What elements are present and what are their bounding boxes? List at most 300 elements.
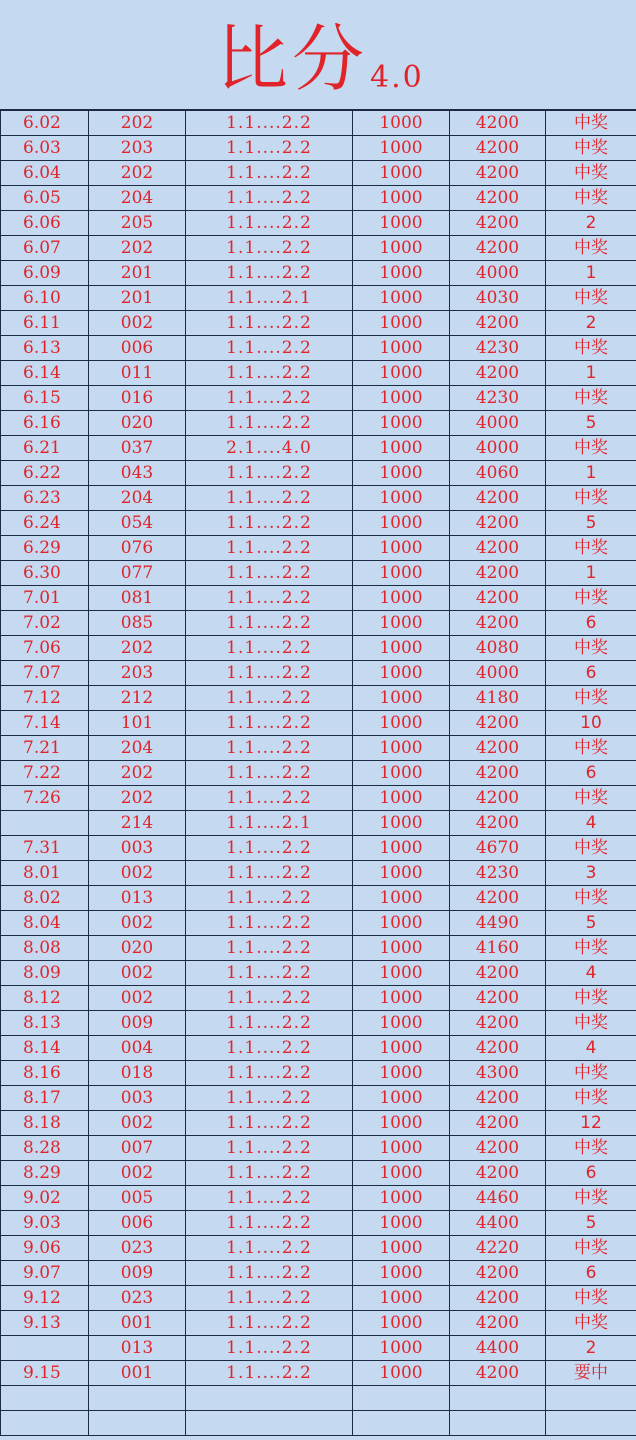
date-cell[interactable]: 8.09 xyxy=(1,961,89,986)
return-cell[interactable]: 4200 xyxy=(450,1161,546,1186)
match-code-cell[interactable]: 204 xyxy=(89,486,186,511)
stake-cell[interactable]: 1000 xyxy=(353,411,450,436)
score-range-cell[interactable]: 1.1....2.2 xyxy=(186,961,353,986)
date-cell[interactable]: 6.24 xyxy=(1,511,89,536)
date-cell[interactable] xyxy=(1,1386,89,1411)
score-range-cell[interactable]: 1.1....2.2 xyxy=(186,261,353,286)
result-cell[interactable]: 中奖 xyxy=(546,586,636,611)
score-range-cell[interactable]: 1.1....2.2 xyxy=(186,1186,353,1211)
date-cell[interactable]: 7.06 xyxy=(1,636,89,661)
stake-cell[interactable]: 1000 xyxy=(353,861,450,886)
return-cell[interactable]: 4200 xyxy=(450,611,546,636)
result-cell[interactable]: 中奖 xyxy=(546,486,636,511)
match-code-cell[interactable]: 020 xyxy=(89,936,186,961)
result-cell[interactable]: 6 xyxy=(546,761,636,786)
score-range-cell[interactable]: 1.1....2.2 xyxy=(186,611,353,636)
score-range-cell[interactable]: 1.1....2.2 xyxy=(186,661,353,686)
result-cell[interactable]: 中奖 xyxy=(546,186,636,211)
result-cell[interactable]: 6 xyxy=(546,1161,636,1186)
return-cell[interactable]: 4200 xyxy=(450,811,546,836)
date-cell[interactable] xyxy=(1,1411,89,1436)
stake-cell[interactable]: 1000 xyxy=(353,1261,450,1286)
score-range-cell[interactable] xyxy=(186,1386,353,1411)
date-cell[interactable]: 6.07 xyxy=(1,236,89,261)
stake-cell[interactable]: 1000 xyxy=(353,161,450,186)
match-code-cell[interactable]: 203 xyxy=(89,136,186,161)
date-cell[interactable]: 6.15 xyxy=(1,386,89,411)
result-cell[interactable]: 中奖 xyxy=(546,786,636,811)
date-cell[interactable]: 8.08 xyxy=(1,936,89,961)
stake-cell[interactable]: 1000 xyxy=(353,186,450,211)
date-cell[interactable]: 6.29 xyxy=(1,536,89,561)
score-range-cell[interactable]: 1.1....2.2 xyxy=(186,836,353,861)
result-cell[interactable] xyxy=(546,1411,636,1436)
score-range-cell[interactable]: 1.1....2.2 xyxy=(186,211,353,236)
date-cell[interactable]: 7.22 xyxy=(1,761,89,786)
match-code-cell[interactable]: 202 xyxy=(89,111,186,136)
score-range-cell[interactable]: 1.1....2.2 xyxy=(186,136,353,161)
result-cell[interactable]: 1 xyxy=(546,361,636,386)
date-cell[interactable]: 6.05 xyxy=(1,186,89,211)
stake-cell[interactable]: 1000 xyxy=(353,1236,450,1261)
date-cell[interactable]: 7.02 xyxy=(1,611,89,636)
date-cell[interactable]: 6.02 xyxy=(1,111,89,136)
score-range-cell[interactable]: 1.1....2.2 xyxy=(186,336,353,361)
score-range-cell[interactable]: 1.1....2.2 xyxy=(186,1161,353,1186)
match-code-cell[interactable]: 201 xyxy=(89,261,186,286)
return-cell[interactable]: 4200 xyxy=(450,561,546,586)
score-range-cell[interactable]: 1.1....2.2 xyxy=(186,1061,353,1086)
score-range-cell[interactable]: 1.1....2.2 xyxy=(186,786,353,811)
match-code-cell[interactable]: 011 xyxy=(89,361,186,386)
result-cell[interactable]: 中奖 xyxy=(546,886,636,911)
match-code-cell[interactable]: 002 xyxy=(89,1161,186,1186)
stake-cell[interactable]: 1000 xyxy=(353,936,450,961)
return-cell[interactable]: 4200 xyxy=(450,886,546,911)
match-code-cell[interactable]: 009 xyxy=(89,1261,186,1286)
date-cell[interactable]: 6.23 xyxy=(1,486,89,511)
result-cell[interactable]: 中奖 xyxy=(546,1186,636,1211)
result-cell[interactable]: 中奖 xyxy=(546,436,636,461)
result-cell[interactable]: 中奖 xyxy=(546,136,636,161)
match-code-cell[interactable]: 202 xyxy=(89,786,186,811)
stake-cell[interactable]: 1000 xyxy=(353,686,450,711)
result-cell[interactable]: 4 xyxy=(546,811,636,836)
return-cell[interactable]: 4200 xyxy=(450,761,546,786)
result-cell[interactable]: 中奖 xyxy=(546,236,636,261)
result-cell[interactable]: 要中 xyxy=(546,1361,636,1386)
return-cell[interactable]: 4230 xyxy=(450,336,546,361)
stake-cell[interactable]: 1000 xyxy=(353,311,450,336)
result-cell[interactable]: 中奖 xyxy=(546,161,636,186)
result-cell[interactable]: 5 xyxy=(546,411,636,436)
match-code-cell[interactable]: 205 xyxy=(89,211,186,236)
result-cell[interactable]: 中奖 xyxy=(546,736,636,761)
stake-cell[interactable]: 1000 xyxy=(353,261,450,286)
date-cell[interactable]: 8.02 xyxy=(1,886,89,911)
stake-cell[interactable]: 1000 xyxy=(353,1361,450,1386)
return-cell[interactable]: 4230 xyxy=(450,861,546,886)
stake-cell[interactable]: 1000 xyxy=(353,111,450,136)
stake-cell[interactable]: 1000 xyxy=(353,286,450,311)
return-cell[interactable]: 4200 xyxy=(450,536,546,561)
date-cell[interactable]: 8.29 xyxy=(1,1161,89,1186)
date-cell[interactable]: 7.26 xyxy=(1,786,89,811)
stake-cell[interactable]: 1000 xyxy=(353,961,450,986)
match-code-cell[interactable]: 009 xyxy=(89,1011,186,1036)
return-cell[interactable]: 4080 xyxy=(450,636,546,661)
date-cell[interactable]: 8.17 xyxy=(1,1086,89,1111)
date-cell[interactable]: 6.16 xyxy=(1,411,89,436)
match-code-cell[interactable]: 037 xyxy=(89,436,186,461)
stake-cell[interactable]: 1000 xyxy=(353,386,450,411)
return-cell[interactable]: 4200 xyxy=(450,186,546,211)
return-cell[interactable] xyxy=(450,1411,546,1436)
match-code-cell[interactable]: 077 xyxy=(89,561,186,586)
date-cell[interactable]: 8.13 xyxy=(1,1011,89,1036)
score-range-cell[interactable]: 1.1....2.2 xyxy=(186,911,353,936)
score-range-cell[interactable]: 1.1....2.2 xyxy=(186,361,353,386)
stake-cell[interactable]: 1000 xyxy=(353,711,450,736)
result-cell[interactable]: 中奖 xyxy=(546,836,636,861)
score-range-cell[interactable]: 1.1....2.2 xyxy=(186,161,353,186)
return-cell[interactable]: 4200 xyxy=(450,511,546,536)
result-cell[interactable]: 1 xyxy=(546,561,636,586)
return-cell[interactable]: 4180 xyxy=(450,686,546,711)
score-range-cell[interactable]: 1.1....2.2 xyxy=(186,986,353,1011)
score-range-cell[interactable]: 1.1....2.2 xyxy=(186,761,353,786)
return-cell[interactable]: 4160 xyxy=(450,936,546,961)
stake-cell[interactable]: 1000 xyxy=(353,436,450,461)
score-range-cell[interactable] xyxy=(186,1411,353,1436)
score-range-cell[interactable]: 1.1....2.2 xyxy=(186,636,353,661)
stake-cell[interactable]: 1000 xyxy=(353,661,450,686)
return-cell[interactable]: 4060 xyxy=(450,461,546,486)
stake-cell[interactable]: 1000 xyxy=(353,511,450,536)
match-code-cell[interactable]: 007 xyxy=(89,1136,186,1161)
stake-cell[interactable]: 1000 xyxy=(353,136,450,161)
result-cell[interactable]: 6 xyxy=(546,611,636,636)
match-code-cell[interactable] xyxy=(89,1411,186,1436)
stake-cell[interactable]: 1000 xyxy=(353,1311,450,1336)
match-code-cell[interactable]: 003 xyxy=(89,1086,186,1111)
return-cell[interactable]: 4200 xyxy=(450,736,546,761)
return-cell[interactable]: 4200 xyxy=(450,311,546,336)
return-cell[interactable]: 4200 xyxy=(450,1036,546,1061)
match-code-cell[interactable]: 006 xyxy=(89,1211,186,1236)
match-code-cell[interactable]: 202 xyxy=(89,161,186,186)
date-cell[interactable]: 8.18 xyxy=(1,1111,89,1136)
result-cell[interactable]: 6 xyxy=(546,1261,636,1286)
return-cell[interactable]: 4200 xyxy=(450,711,546,736)
score-range-cell[interactable]: 1.1....2.2 xyxy=(186,111,353,136)
stake-cell[interactable]: 1000 xyxy=(353,1061,450,1086)
stake-cell[interactable]: 1000 xyxy=(353,486,450,511)
return-cell[interactable]: 4200 xyxy=(450,111,546,136)
result-cell[interactable]: 中奖 xyxy=(546,1086,636,1111)
stake-cell[interactable]: 1000 xyxy=(353,836,450,861)
return-cell[interactable]: 4200 xyxy=(450,961,546,986)
stake-cell[interactable]: 1000 xyxy=(353,736,450,761)
return-cell[interactable]: 4200 xyxy=(450,136,546,161)
result-cell[interactable]: 中奖 xyxy=(546,386,636,411)
match-code-cell[interactable]: 004 xyxy=(89,1036,186,1061)
score-range-cell[interactable]: 1.1....2.2 xyxy=(186,236,353,261)
score-range-cell[interactable]: 1.1....2.1 xyxy=(186,811,353,836)
stake-cell[interactable] xyxy=(353,1411,450,1436)
result-cell[interactable]: 1 xyxy=(546,461,636,486)
match-code-cell[interactable]: 002 xyxy=(89,1111,186,1136)
date-cell[interactable]: 9.02 xyxy=(1,1186,89,1211)
return-cell[interactable]: 4200 xyxy=(450,486,546,511)
date-cell[interactable]: 6.09 xyxy=(1,261,89,286)
return-cell[interactable]: 4460 xyxy=(450,1186,546,1211)
score-range-cell[interactable]: 1.1....2.2 xyxy=(186,1286,353,1311)
score-range-cell[interactable]: 1.1....2.1 xyxy=(186,286,353,311)
date-cell[interactable]: 8.16 xyxy=(1,1061,89,1086)
match-code-cell[interactable]: 204 xyxy=(89,736,186,761)
date-cell[interactable]: 7.31 xyxy=(1,836,89,861)
match-code-cell[interactable]: 001 xyxy=(89,1361,186,1386)
stake-cell[interactable]: 1000 xyxy=(353,561,450,586)
result-cell[interactable]: 中奖 xyxy=(546,936,636,961)
result-cell[interactable]: 2 xyxy=(546,311,636,336)
score-range-cell[interactable]: 1.1....2.2 xyxy=(186,1261,353,1286)
match-code-cell[interactable]: 203 xyxy=(89,661,186,686)
match-code-cell[interactable]: 023 xyxy=(89,1286,186,1311)
date-cell[interactable]: 9.12 xyxy=(1,1286,89,1311)
match-code-cell[interactable]: 043 xyxy=(89,461,186,486)
score-range-cell[interactable]: 1.1....2.2 xyxy=(186,711,353,736)
score-range-cell[interactable]: 1.1....2.2 xyxy=(186,1111,353,1136)
return-cell[interactable]: 4200 xyxy=(450,236,546,261)
score-range-cell[interactable]: 1.1....2.2 xyxy=(186,411,353,436)
result-cell[interactable]: 4 xyxy=(546,961,636,986)
result-cell[interactable]: 中奖 xyxy=(546,1136,636,1161)
return-cell[interactable]: 4200 xyxy=(450,1261,546,1286)
result-cell[interactable]: 中奖 xyxy=(546,336,636,361)
return-cell[interactable]: 4000 xyxy=(450,436,546,461)
result-cell[interactable]: 6 xyxy=(546,661,636,686)
result-cell[interactable]: 2 xyxy=(546,1336,636,1361)
score-range-cell[interactable]: 1.1....2.2 xyxy=(186,1211,353,1236)
stake-cell[interactable]: 1000 xyxy=(353,1111,450,1136)
date-cell[interactable]: 9.07 xyxy=(1,1261,89,1286)
stake-cell[interactable]: 1000 xyxy=(353,761,450,786)
match-code-cell[interactable]: 001 xyxy=(89,1311,186,1336)
date-cell[interactable] xyxy=(1,811,89,836)
match-code-cell[interactable]: 006 xyxy=(89,336,186,361)
match-code-cell[interactable]: 005 xyxy=(89,1186,186,1211)
return-cell[interactable]: 4200 xyxy=(450,1086,546,1111)
date-cell[interactable]: 9.06 xyxy=(1,1236,89,1261)
match-code-cell[interactable]: 023 xyxy=(89,1236,186,1261)
result-cell[interactable]: 中奖 xyxy=(546,1061,636,1086)
match-code-cell[interactable]: 085 xyxy=(89,611,186,636)
match-code-cell[interactable]: 002 xyxy=(89,961,186,986)
date-cell[interactable]: 7.21 xyxy=(1,736,89,761)
return-cell[interactable]: 4200 xyxy=(450,161,546,186)
score-range-cell[interactable]: 1.1....2.2 xyxy=(186,386,353,411)
result-cell[interactable] xyxy=(546,1386,636,1411)
date-cell[interactable]: 9.15 xyxy=(1,1361,89,1386)
stake-cell[interactable]: 1000 xyxy=(353,611,450,636)
return-cell[interactable]: 4200 xyxy=(450,786,546,811)
return-cell[interactable]: 4200 xyxy=(450,1011,546,1036)
stake-cell[interactable]: 1000 xyxy=(353,586,450,611)
result-cell[interactable]: 5 xyxy=(546,511,636,536)
score-range-cell[interactable]: 1.1....2.2 xyxy=(186,936,353,961)
result-cell[interactable]: 10 xyxy=(546,711,636,736)
stake-cell[interactable]: 1000 xyxy=(353,461,450,486)
score-range-cell[interactable]: 1.1....2.2 xyxy=(186,1011,353,1036)
return-cell[interactable]: 4300 xyxy=(450,1061,546,1086)
match-code-cell[interactable]: 002 xyxy=(89,986,186,1011)
stake-cell[interactable]: 1000 xyxy=(353,361,450,386)
stake-cell[interactable]: 1000 xyxy=(353,1011,450,1036)
stake-cell[interactable]: 1000 xyxy=(353,911,450,936)
match-code-cell[interactable]: 081 xyxy=(89,586,186,611)
date-cell[interactable]: 8.04 xyxy=(1,911,89,936)
date-cell[interactable]: 6.06 xyxy=(1,211,89,236)
result-cell[interactable]: 中奖 xyxy=(546,286,636,311)
score-range-cell[interactable]: 2.1....4.0 xyxy=(186,436,353,461)
return-cell[interactable]: 4490 xyxy=(450,911,546,936)
score-range-cell[interactable]: 1.1....2.2 xyxy=(186,1136,353,1161)
match-code-cell[interactable]: 201 xyxy=(89,286,186,311)
return-cell[interactable]: 4400 xyxy=(450,1336,546,1361)
match-code-cell[interactable]: 020 xyxy=(89,411,186,436)
date-cell[interactable]: 8.01 xyxy=(1,861,89,886)
match-code-cell[interactable]: 013 xyxy=(89,1336,186,1361)
stake-cell[interactable]: 1000 xyxy=(353,986,450,1011)
match-code-cell[interactable]: 214 xyxy=(89,811,186,836)
date-cell[interactable]: 6.10 xyxy=(1,286,89,311)
match-code-cell[interactable]: 076 xyxy=(89,536,186,561)
return-cell[interactable]: 4000 xyxy=(450,411,546,436)
date-cell[interactable]: 9.13 xyxy=(1,1311,89,1336)
stake-cell[interactable]: 1000 xyxy=(353,786,450,811)
score-range-cell[interactable]: 1.1....2.2 xyxy=(186,186,353,211)
return-cell[interactable]: 4200 xyxy=(450,1136,546,1161)
date-cell[interactable]: 6.21 xyxy=(1,436,89,461)
match-code-cell[interactable]: 002 xyxy=(89,861,186,886)
score-range-cell[interactable]: 1.1....2.2 xyxy=(186,1336,353,1361)
date-cell[interactable]: 7.12 xyxy=(1,686,89,711)
stake-cell[interactable]: 1000 xyxy=(353,1336,450,1361)
match-code-cell[interactable]: 202 xyxy=(89,761,186,786)
stake-cell[interactable]: 1000 xyxy=(353,1086,450,1111)
score-range-cell[interactable]: 1.1....2.2 xyxy=(186,736,353,761)
match-code-cell[interactable]: 018 xyxy=(89,1061,186,1086)
stake-cell[interactable]: 1000 xyxy=(353,1036,450,1061)
return-cell[interactable]: 4000 xyxy=(450,261,546,286)
match-code-cell[interactable]: 002 xyxy=(89,311,186,336)
date-cell[interactable]: 8.12 xyxy=(1,986,89,1011)
stake-cell[interactable]: 1000 xyxy=(353,1136,450,1161)
result-cell[interactable]: 5 xyxy=(546,1211,636,1236)
result-cell[interactable]: 12 xyxy=(546,1111,636,1136)
result-cell[interactable]: 中奖 xyxy=(546,1286,636,1311)
stake-cell[interactable]: 1000 xyxy=(353,236,450,261)
return-cell[interactable]: 4400 xyxy=(450,1211,546,1236)
return-cell[interactable]: 4200 xyxy=(450,1311,546,1336)
return-cell[interactable]: 4200 xyxy=(450,986,546,1011)
result-cell[interactable]: 中奖 xyxy=(546,536,636,561)
result-cell[interactable]: 中奖 xyxy=(546,111,636,136)
score-range-cell[interactable]: 1.1....2.2 xyxy=(186,511,353,536)
score-range-cell[interactable]: 1.1....2.2 xyxy=(186,1361,353,1386)
return-cell[interactable]: 4200 xyxy=(450,1111,546,1136)
score-range-cell[interactable]: 1.1....2.2 xyxy=(186,586,353,611)
result-cell[interactable]: 中奖 xyxy=(546,686,636,711)
result-cell[interactable]: 中奖 xyxy=(546,986,636,1011)
return-cell[interactable]: 4200 xyxy=(450,211,546,236)
return-cell[interactable]: 4220 xyxy=(450,1236,546,1261)
stake-cell[interactable]: 1000 xyxy=(353,636,450,661)
stake-cell[interactable]: 1000 xyxy=(353,1286,450,1311)
score-range-cell[interactable]: 1.1....2.2 xyxy=(186,461,353,486)
stake-cell[interactable]: 1000 xyxy=(353,886,450,911)
return-cell[interactable]: 4200 xyxy=(450,1286,546,1311)
result-cell[interactable]: 中奖 xyxy=(546,1011,636,1036)
result-cell[interactable]: 3 xyxy=(546,861,636,886)
stake-cell[interactable]: 1000 xyxy=(353,211,450,236)
match-code-cell[interactable] xyxy=(89,1386,186,1411)
stake-cell[interactable]: 1000 xyxy=(353,336,450,361)
score-range-cell[interactable]: 1.1....2.2 xyxy=(186,686,353,711)
date-cell[interactable]: 6.14 xyxy=(1,361,89,386)
score-range-cell[interactable]: 1.1....2.2 xyxy=(186,1086,353,1111)
return-cell[interactable]: 4200 xyxy=(450,1361,546,1386)
score-range-cell[interactable]: 1.1....2.2 xyxy=(186,536,353,561)
result-cell[interactable]: 中奖 xyxy=(546,1311,636,1336)
result-cell[interactable]: 中奖 xyxy=(546,636,636,661)
stake-cell[interactable]: 1000 xyxy=(353,1211,450,1236)
return-cell[interactable]: 4000 xyxy=(450,661,546,686)
match-code-cell[interactable]: 204 xyxy=(89,186,186,211)
date-cell[interactable]: 6.13 xyxy=(1,336,89,361)
date-cell[interactable]: 6.04 xyxy=(1,161,89,186)
score-range-cell[interactable]: 1.1....2.2 xyxy=(186,1236,353,1261)
date-cell[interactable]: 6.30 xyxy=(1,561,89,586)
date-cell[interactable]: 7.07 xyxy=(1,661,89,686)
date-cell[interactable]: 6.22 xyxy=(1,461,89,486)
date-cell[interactable]: 8.14 xyxy=(1,1036,89,1061)
date-cell[interactable]: 9.03 xyxy=(1,1211,89,1236)
match-code-cell[interactable]: 101 xyxy=(89,711,186,736)
return-cell[interactable]: 4200 xyxy=(450,361,546,386)
date-cell[interactable] xyxy=(1,1336,89,1361)
date-cell[interactable]: 7.01 xyxy=(1,586,89,611)
score-range-cell[interactable]: 1.1....2.2 xyxy=(186,1311,353,1336)
date-cell[interactable]: 7.14 xyxy=(1,711,89,736)
return-cell[interactable] xyxy=(450,1386,546,1411)
result-cell[interactable]: 1 xyxy=(546,261,636,286)
stake-cell[interactable]: 1000 xyxy=(353,536,450,561)
match-code-cell[interactable]: 003 xyxy=(89,836,186,861)
match-code-cell[interactable]: 054 xyxy=(89,511,186,536)
date-cell[interactable]: 8.28 xyxy=(1,1136,89,1161)
stake-cell[interactable]: 1000 xyxy=(353,1186,450,1211)
return-cell[interactable]: 4200 xyxy=(450,586,546,611)
match-code-cell[interactable]: 202 xyxy=(89,236,186,261)
stake-cell[interactable] xyxy=(353,1386,450,1411)
return-cell[interactable]: 4670 xyxy=(450,836,546,861)
stake-cell[interactable]: 1000 xyxy=(353,811,450,836)
return-cell[interactable]: 4030 xyxy=(450,286,546,311)
score-range-cell[interactable]: 1.1....2.2 xyxy=(186,861,353,886)
